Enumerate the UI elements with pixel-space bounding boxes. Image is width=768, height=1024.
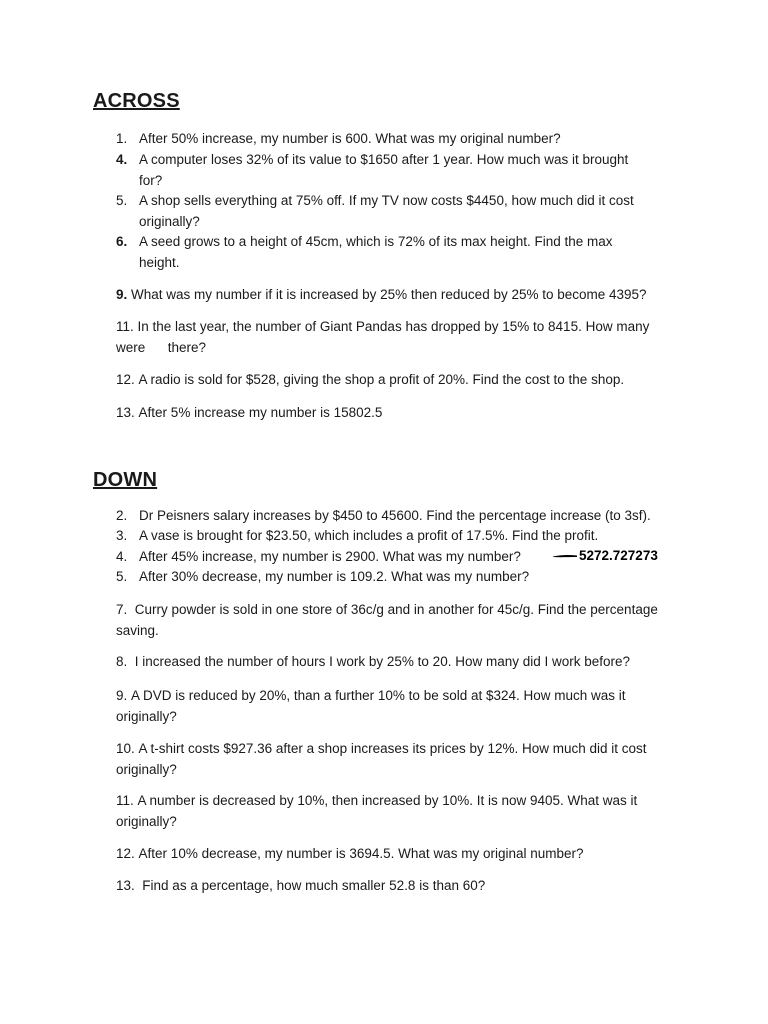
across-heading: ACROSS xyxy=(93,90,180,112)
question-text: A number is decreased by 10%, then increased by 10%. It is now 9405. What was it originally? xyxy=(116,793,638,829)
question-number: 11. xyxy=(116,319,134,334)
question-text: In the last year, the number of Giant Pandas has dropped by 15% to 8415. How many were there? xyxy=(116,319,654,355)
question-continuation: for? xyxy=(139,172,163,188)
down-question-5 xyxy=(116,567,681,588)
question-text: What was my number if it is increased by 25% then reduced by 25% to become 4395? xyxy=(131,287,647,302)
question-number: 1. xyxy=(116,131,128,146)
across-question-6 xyxy=(116,232,681,273)
down-question-10 xyxy=(116,739,681,780)
across-question-4 xyxy=(116,150,681,191)
question-text: A seed grows to a height of 45cm, which is 72% of its max height. Find the max xyxy=(139,234,613,249)
question-number: 11. xyxy=(116,793,134,808)
question-number: 4. xyxy=(116,152,128,167)
question-continuation: height. xyxy=(139,254,180,270)
down-question-13 xyxy=(116,876,681,897)
down-question-9 xyxy=(116,686,681,727)
across-question-1 xyxy=(116,129,681,150)
down-question-11 xyxy=(116,791,681,832)
question-number: 10. xyxy=(116,741,135,756)
question-text: A DVD is reduced by 20%, than a further 10% to be sold at $324. How much was it originally? xyxy=(116,688,626,724)
question-text: I increased the number of hours I work by 25% to 20. How many did I work before? xyxy=(134,654,631,669)
question-number: 5. xyxy=(116,569,128,584)
question-text: After 10% decrease, my number is 3694.5. What was my original number? xyxy=(138,846,584,861)
question-text: After 5% increase my number is 15802.5 xyxy=(138,405,383,420)
across-question-11 xyxy=(116,317,681,358)
question-text: Find as a percentage, how much smaller 52.8 is than 60? xyxy=(142,878,486,893)
question-text: After 30% decrease, my number is 109.2. What was my number? xyxy=(139,569,530,584)
question-number: 9. xyxy=(116,287,128,302)
down-question-7 xyxy=(116,600,681,641)
question-number: 7. xyxy=(116,602,128,617)
question-number: 4. xyxy=(116,549,128,564)
down-question-2 xyxy=(116,506,681,527)
down-question-3 xyxy=(116,526,681,547)
question-text: Dr Peisners salary increases by $450 to 45600. Find the percentage increase (to 3sf). xyxy=(139,508,651,523)
question-number: 9. xyxy=(116,688,128,703)
down-question-8 xyxy=(116,652,681,673)
question-number: 5. xyxy=(116,193,128,208)
question-number: 3. xyxy=(116,528,128,543)
question-number: 2. xyxy=(116,508,128,523)
question-text: Curry powder is sold in one store of 36c/g and in another for 45c/g. Find the percentage saving. xyxy=(116,602,658,638)
question-text: A t-shirt costs $927.36 after a shop increases its prices by 12%. How much did it cost originally? xyxy=(116,741,647,777)
question-number: 13. xyxy=(116,405,135,420)
question-text: A vase is brought for $23.50, which includes a profit of 17.5%. Find the profit. xyxy=(139,528,599,543)
question-number: 12. xyxy=(116,372,135,387)
question-text: After 45% increase, my number is 2900. What was my number? xyxy=(139,549,521,564)
down-question-12 xyxy=(116,844,681,865)
across-question-9 xyxy=(116,285,681,306)
arrow-stroke-icon xyxy=(552,552,578,560)
across-question-13 xyxy=(116,403,681,424)
down-heading: DOWN xyxy=(93,469,158,491)
question-number: 13. xyxy=(116,878,135,893)
question-text: After 50% increase, my number is 600. What was my original number? xyxy=(139,131,561,146)
question-text: A computer loses 32% of its value to $1650 after 1 year. How much was it brought xyxy=(139,152,629,167)
handwritten-answer-annotation xyxy=(552,548,658,563)
annotation-value: 5272.727273 xyxy=(579,548,658,563)
question-continuation: originally? xyxy=(139,213,200,229)
question-number: 12. xyxy=(116,846,135,861)
question-number: 6. xyxy=(116,234,128,249)
across-question-5 xyxy=(116,191,681,232)
question-text: A shop sells everything at 75% off. If my TV now costs $4450, how much did it cost xyxy=(139,193,634,208)
across-question-12 xyxy=(116,370,681,391)
question-text: A radio is sold for $528, giving the shop a profit of 20%. Find the cost to the shop. xyxy=(138,372,625,387)
question-number: 8. xyxy=(116,654,128,669)
